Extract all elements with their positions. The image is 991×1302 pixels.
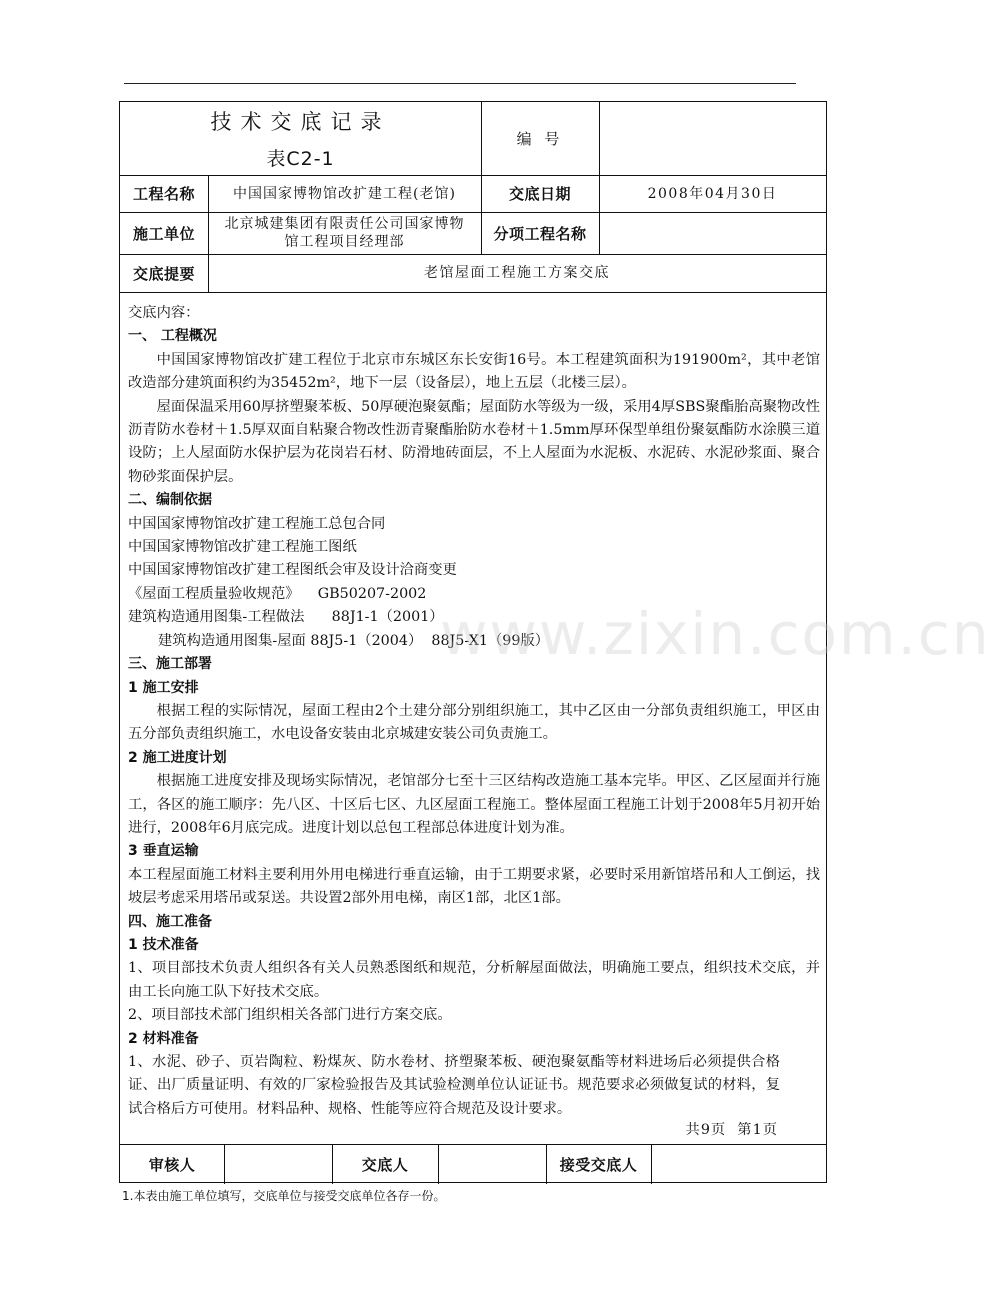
- receiver-label: 接受交底人: [559, 1155, 638, 1174]
- content-intro: 交底内容：: [128, 305, 200, 321]
- receiver-signature: [651, 1144, 826, 1184]
- presenter-label: 交底人: [361, 1155, 409, 1174]
- reference-item: 建筑构造通用图集-工程做法 88J1-1（2001）: [128, 609, 444, 626]
- reference-item: 《屋面工程质量验收规范》 GB50207-2002: [128, 585, 427, 602]
- paragraph: 中国国家博物馆改扩建工程位于北京市东城区东长安街16号。本工程建筑面积为191900m²，其中老馆改造部分建筑面积约为35452m²，地下一层（设备层），地上五层（北楼三层）。: [128, 351, 820, 392]
- disclosure-content: [128, 302, 820, 1121]
- project-name-label: 工程名称: [132, 185, 195, 203]
- sub-project-label: 分项工程名称: [493, 224, 587, 243]
- reviewer-signature: [224, 1144, 332, 1184]
- form-number: 表C2-1: [266, 148, 335, 170]
- reference-item: 中国国家博物馆改扩建工程施工总包合同: [128, 515, 386, 532]
- paragraph: 1、项目部技术负责人组织各有关人员熟悉图纸和规范，分析解屋面做法，明确施工要点，组织技术交底，并由工长向施工队下好技术交底。: [128, 960, 820, 1000]
- reviewer-label: 审核人: [148, 1155, 196, 1174]
- reference-item: 建筑构造通用图集-屋面 88J5-1（2004） 88J5-X1（99版）: [158, 632, 550, 649]
- subsection-title: 2 施工进度计划: [128, 749, 227, 766]
- header-rule: [124, 83, 796, 84]
- row-divider: [120, 292, 826, 293]
- section-title: 二、编制依据: [128, 492, 212, 509]
- subsection-title: 1 技术准备: [128, 936, 199, 953]
- subsection-title: 3 垂直运输: [128, 843, 199, 860]
- paragraph: 2、项目部技术部门组织相关各部门进行方案交底。: [128, 1007, 452, 1024]
- section-title: 三、施工部署: [128, 656, 212, 673]
- summary-label: 交底提要: [132, 264, 195, 283]
- presenter-signature: [438, 1144, 546, 1184]
- sub-project-value: [599, 212, 826, 254]
- paragraph: 根据工程的实际情况，屋面工程由2个土建分部分别组织施工，其中乙区由一分部负责组织施工，甲区由五分部负责组织施工，水电设备安装由北京城建安装公司负责施工。: [128, 702, 820, 743]
- paragraph: 本工程屋面施工材料主要利用外用电梯进行垂直运输，由于工期要求紧，必要时采用新馆塔吊和人工倒运，找坡层考虑采用塔吊或泵送。共设置2部外用电梯，南区1部，北区1部。: [128, 866, 820, 907]
- paragraph: 屋面保温采用60厚挤塑聚苯板、50厚硬泡聚氨酯；屋面防水等级为一级，采用4厚SBS聚酯胎高聚物改性沥青防水卷材＋1.5厚双面自粘聚合物改性沥青聚酯胎防水卷材＋1.5mm厚环保型单组份聚氨酯防水涂膜三道设防；上人屋面防水保护层为花岗岩石材、防滑地砖面层，不上人屋面为水泥板、水泥砖、水泥砂浆面、聚合物砂浆面保护层。: [128, 398, 820, 485]
- subsection-title: 2 材料准备: [128, 1030, 199, 1047]
- paragraph: 1、水泥、砂子、页岩陶粒、粉煤灰、防水卷材、挤塑聚苯板、硬泡聚氨酯等材料进场后必须提供合格证、出厂质量证明、有效的厂家检验报告及其试验检测单位认证证书。规范要求必须做复试的材料，复试合格后方可使用。材料品种、规格、性能等应符合规范及设计要求。: [128, 1054, 780, 1117]
- summary-value: 老馆屋面工程施工方案交底: [424, 265, 610, 281]
- subsection-title: 1 施工安排: [128, 679, 199, 696]
- section-title: 四、施工准备: [128, 913, 212, 930]
- section-title: 一、 工程概况: [128, 328, 217, 345]
- date-value: 2008年04月30日: [647, 185, 778, 202]
- page-indicator: 共9页 第1页: [685, 1122, 778, 1138]
- reference-item: 中国国家博物馆改扩建工程施工图纸: [128, 539, 357, 556]
- number-label: 编 号: [516, 130, 564, 148]
- date-label: 交底日期: [508, 185, 571, 203]
- form-title: 技术交底记录: [210, 110, 391, 134]
- paragraph: 根据施工进度安排及现场实际情况，老馆部分七至十三区结构改造施工基本完毕。甲区、乙区屋面并行施工，各区的施工顺序：先八区、十区后七区、九区屋面工程施工。整体屋面工程施工计划于2008年5月初开始进行，2008年6月底完成。进度计划以总包工程部总体进度计划为准。: [128, 773, 820, 836]
- project-name-value: 中国国家博物馆改扩建工程(老馆): [233, 185, 456, 202]
- reference-item: 中国国家博物馆改扩建工程图纸会审及设计洽商变更: [128, 562, 457, 579]
- footnote: 1.本表由施工单位填写，交底单位与接受交底单位各存一份。: [122, 1189, 446, 1203]
- form-title-cell: [120, 102, 481, 175]
- contractor-label: 施工单位: [132, 224, 195, 243]
- watermark: www.zixin.com.cn: [440, 600, 991, 668]
- contractor-value: 北京城建集团有限责任公司国家博物馆工程项目经理部: [224, 216, 465, 250]
- number-value: [599, 102, 826, 175]
